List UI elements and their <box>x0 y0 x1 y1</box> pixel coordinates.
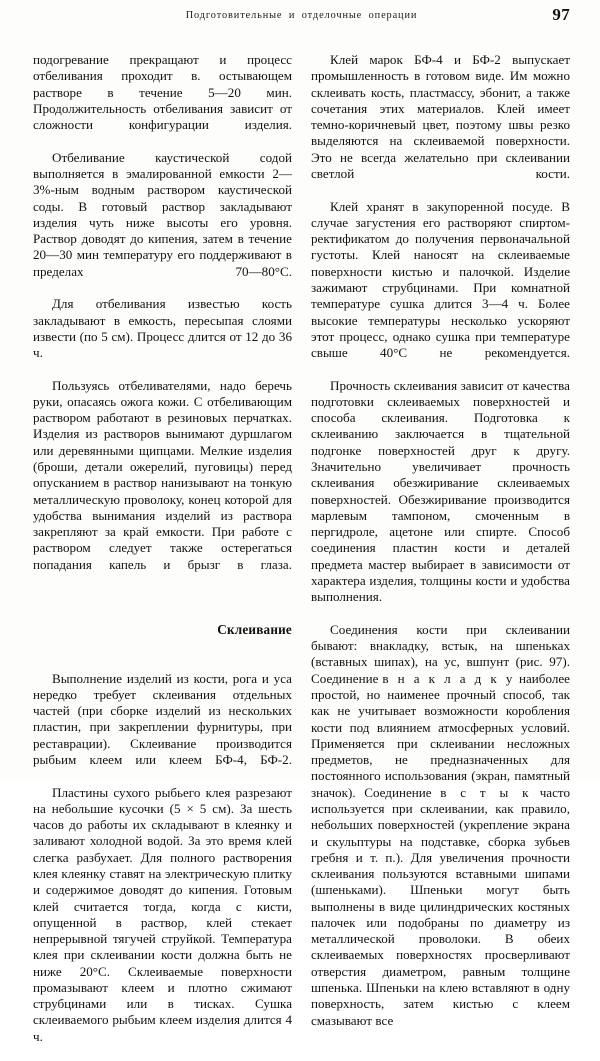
section-gap <box>33 589 292 622</box>
paragraph-part: наиболее простой, но наименее прочный способ, так как не учитывает возможности коробления кости под влиянием атмосферных условий. Применяется при склеивании несложных предметов, не предназначенных для постоянного использования (экран, памятный значок). Соединение <box>311 670 570 800</box>
emphasized-term: в с т ы к <box>440 784 532 800</box>
paragraph: Отбеливание каустической содой выполняется в эмалированной емкости 2—3%-ным водным раствором каустической соды. В готовый раствор закладывают изделия чуть ниже высоты его уровня. Раствор доводят до кипения, затем в течение 20—30 мин температуру его поддерживают в пределах 70—80°С. <box>33 149 292 279</box>
column-right <box>311 52 571 1028</box>
paragraph: Пользуясь отбеливателями, надо беречь руки, опасаясь ожога кожи. С отбеливающим раствором работают в резиновых перчатках. Изделия из растворов вынимают дуршлагом или деревянными щипцами. Мелкие изделия (броши, детали ожерелий, пуговицы) перед опусканием в раствор нанизывают на тонкую металлическую проволоку, конец которой для удобства вынимания изделий из раствора закрепляют за край емкости. При работе с раствором следует также остерегаться попадания капель и брызг в глаза. <box>33 377 292 572</box>
paragraph-with-emphasis <box>311 622 570 1029</box>
paragraph: Прочность склеивания зависит от качества подготовки склеиваемых поверхностей и способа склеивания. Подготовка к склеиванию заключается в тщательной подгонке поверхностей друг к другу. Значительно увеличивает прочность склеивания обезжиривание склеиваемых поверхностей. Обезжиривание производится марлевым тампоном, смоченным в пергидроле, ацетоне или спирте. Способ соединения пластин кости и деталей предмета мастер выбирает в зависимости от характера изделия, толщины кости и удобства выполнения. <box>311 377 570 605</box>
paragraph-part: Соединения кости при склеивании бывают: внакладку, встык, на шпеньках (вставных шипах), на ус, вшпунт (рис. 97). Соединение <box>311 621 570 686</box>
column-left <box>33 52 292 1044</box>
paragraph: Клей марок БФ-4 и БФ-2 выпускает промышленность в готовом виде. Им можно склеивать кость, пластмассу, эбонит, а также сочетания этих материалов. Клей имеет темно-коричневый цвет, поэтому швы резко выделяются на склеиваемой поверхности. Это не всегда желательно при склеивании светлой кости. <box>311 52 570 181</box>
section-gap-after <box>33 638 292 671</box>
section-heading: Склеивание <box>217 621 292 637</box>
paragraph: Пластины сухого рыбьего клея разрезают на небольшие кусочки (5 × 5 см). За шесть часов до работы их складывают в клеянку и заливают холодной водой. За это время клей слегка разбухает. Для полного растворения клея клеянку ставят на электрическую плитку и содержимое доводят до кипения. Готовым клей считается тогда, когда с кисти, опущенной в раствор, клей стекает непрерывной тягучей струйкой. Температура клея при склеивании кости должна быть не ниже 20°С. Склеиваемые поверхности промазывают клеем и плотно сжимают струбцинами или в тисках. Сушка склеиваемого рыбьим клеем изделия длится 4 ч. <box>33 784 292 1044</box>
emphasized-term: в н а к л а д к у <box>382 670 516 686</box>
paragraph-part: часто используется при склеивании, как правило, небольших поверхностей (укрепление экрана и скульптуры на подставке, сборка зубьев гребня и т. п.). Для увеличения прочности склеивания пользуются вставными шипами (шпеньками). Шпеньки могут быть выполнены в виде цилиндрических костяных палочек или подобраны по диаметру из металлической проволоки. В обеих склеиваемых поверхностях просверливают отверстия диаметром, равным толщине шпенька. Шпеньки на клею вставляют в одну поверхность, затем кистью с клеем смазывают все <box>311 784 571 1028</box>
running-head-title: Подготовительные и отделочные операции <box>185 10 418 21</box>
page-number: 97 <box>552 5 570 24</box>
running-head <box>33 5 570 28</box>
paragraph: Выполнение изделий из кости, рога и уса нередко требует склеивания отдельных частей (при сборке изделий из нескольких пластин, при закреплении фурнитуры, при реставрации). Склеивание производится рыбьим клеем или клеем БФ-4, БФ-2. <box>33 670 292 767</box>
paragraph: Для отбеливания известью кость закладывают в емкость, пересыпая слоями извести (по 5 см). Процесс длится от 12 до 36 ч. <box>33 296 292 361</box>
paragraph: подогревание прекращают и процесс отбеливания проходит в. остывающем растворе в течение 5—20 мин. Продолжительность отбеливания зависит от сложности конфигурации изделия. <box>33 52 292 133</box>
body-columns <box>33 52 571 1044</box>
paragraph: Клей хранят в закупоренной посуде. В случае загустения его растворяют спиртом-ректификатом до получения первоначальной густоты. Клей наносят на склеиваемые поверхности кистью и палочкой. Изделие зажимают струбцинами. При комнатной температуре сушка длится 3—4 ч. Более высокие температуры несколько ускоряют этот процесс, однако сушка при температуре свыше 40°С не рекомендуется. <box>311 198 570 361</box>
